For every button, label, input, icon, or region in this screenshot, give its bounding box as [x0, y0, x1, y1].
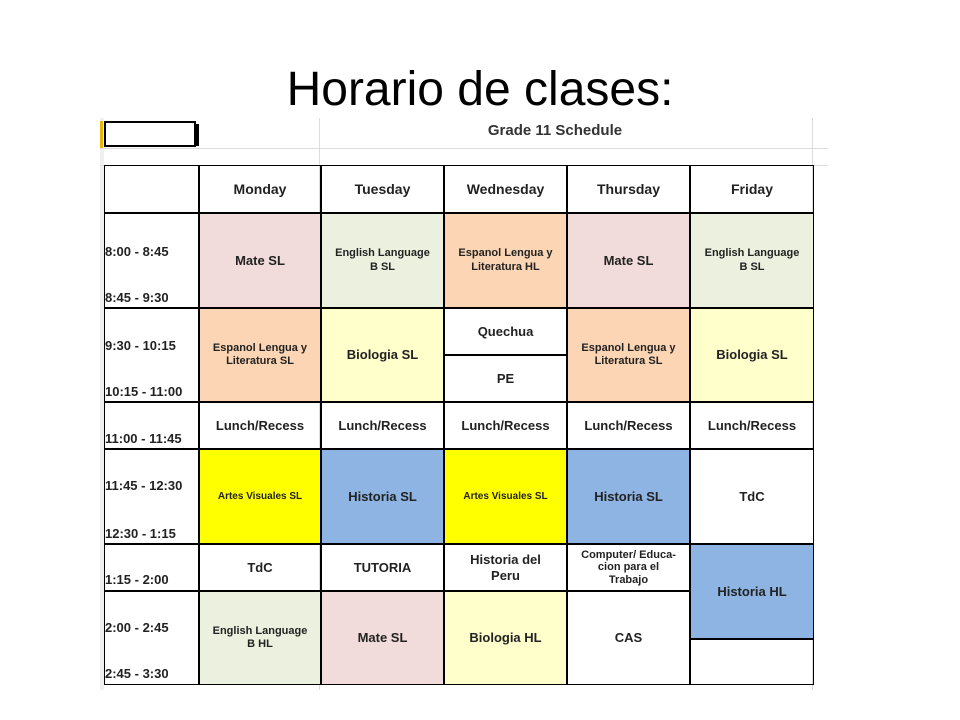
- active-row-marker: [100, 121, 103, 149]
- slide-title: Horario de clases:: [286, 63, 674, 116]
- class-cell-thursday-1[interactable]: Mate SL: [567, 213, 690, 308]
- class-cell-thursday-2[interactable]: Espanol Lengua y Literatura SL: [567, 308, 690, 402]
- day-header-monday[interactable]: Monday: [199, 165, 321, 213]
- time-label: 2:45 - 3:30: [105, 666, 169, 681]
- corner-cell[interactable]: [104, 165, 199, 213]
- class-cell-wednesday-4[interactable]: Historia del Peru: [444, 544, 567, 591]
- class-cell-friday-2[interactable]: Biologia SL: [690, 308, 814, 402]
- time-label: 8:45 - 9:30: [105, 290, 169, 305]
- time-label: 10:15 - 11:00: [105, 384, 183, 399]
- class-cell-wednesday-2b[interactable]: PE: [444, 355, 567, 402]
- time-label: 12:30 - 1:15: [105, 526, 176, 541]
- class-cell-wednesday-5[interactable]: Biologia HL: [444, 591, 567, 685]
- class-cell-tuesday-3[interactable]: Historia SL: [321, 449, 444, 544]
- class-cell-tuesday-2[interactable]: Biologia SL: [321, 308, 444, 402]
- lunch-cell-tuesday[interactable]: Lunch/Recess: [321, 402, 444, 449]
- class-cell-wednesday-2a[interactable]: Quechua: [444, 308, 567, 355]
- class-cell-thursday-4[interactable]: Computer/ Educa- cion para el Trabajo: [567, 544, 690, 591]
- class-cell-monday-1[interactable]: Mate SL: [199, 213, 321, 308]
- day-header-wednesday[interactable]: Wednesday: [444, 165, 567, 213]
- lunch-cell-thursday[interactable]: Lunch/Recess: [567, 402, 690, 449]
- class-cell-monday-3[interactable]: Artes Visuales SL: [199, 449, 321, 544]
- class-cell-tuesday-1[interactable]: English Language B SL: [321, 213, 444, 308]
- class-cell-monday-5[interactable]: English Language B HL: [199, 591, 321, 685]
- class-cell-friday-4[interactable]: Historia HL: [690, 544, 814, 639]
- selected-cell[interactable]: [104, 121, 196, 147]
- class-cell-friday-1[interactable]: English Language B SL: [690, 213, 814, 308]
- time-label: 8:00 - 8:45: [105, 244, 169, 259]
- sheet-title: Grade 11 Schedule: [487, 122, 623, 139]
- time-label: 11:45 - 12:30: [105, 478, 183, 493]
- day-header-tuesday[interactable]: Tuesday: [321, 165, 444, 213]
- lunch-cell-friday[interactable]: Lunch/Recess: [690, 402, 814, 449]
- class-cell-tuesday-5[interactable]: Mate SL: [321, 591, 444, 685]
- gridline: [100, 148, 828, 149]
- time-label: 1:15 - 2:00: [105, 572, 169, 587]
- class-cell-friday-5[interactable]: [690, 639, 814, 685]
- class-cell-monday-4[interactable]: TdC: [199, 544, 321, 591]
- day-header-thursday[interactable]: Thursday: [567, 165, 690, 213]
- day-header-friday[interactable]: Friday: [690, 165, 814, 213]
- time-label: 11:00 - 11:45: [105, 431, 182, 446]
- spreadsheet: [100, 118, 828, 690]
- class-cell-monday-2[interactable]: Espanol Lengua y Literatura SL: [199, 308, 321, 402]
- lunch-cell-monday[interactable]: Lunch/Recess: [199, 402, 321, 449]
- class-cell-friday-3[interactable]: TdC: [690, 449, 814, 544]
- class-cell-tuesday-4[interactable]: TUTORIA: [321, 544, 444, 591]
- time-label: 2:00 - 2:45: [105, 620, 169, 635]
- class-cell-wednesday-1[interactable]: Espanol Lengua y Literatura HL: [444, 213, 567, 308]
- class-cell-thursday-5[interactable]: CAS: [567, 591, 690, 685]
- class-cell-wednesday-3[interactable]: Artes Visuales SL: [444, 449, 567, 544]
- fill-handle[interactable]: [195, 124, 199, 146]
- lunch-cell-wednesday[interactable]: Lunch/Recess: [444, 402, 567, 449]
- class-cell-thursday-3[interactable]: Historia SL: [567, 449, 690, 544]
- time-label: 9:30 - 10:15: [105, 338, 176, 353]
